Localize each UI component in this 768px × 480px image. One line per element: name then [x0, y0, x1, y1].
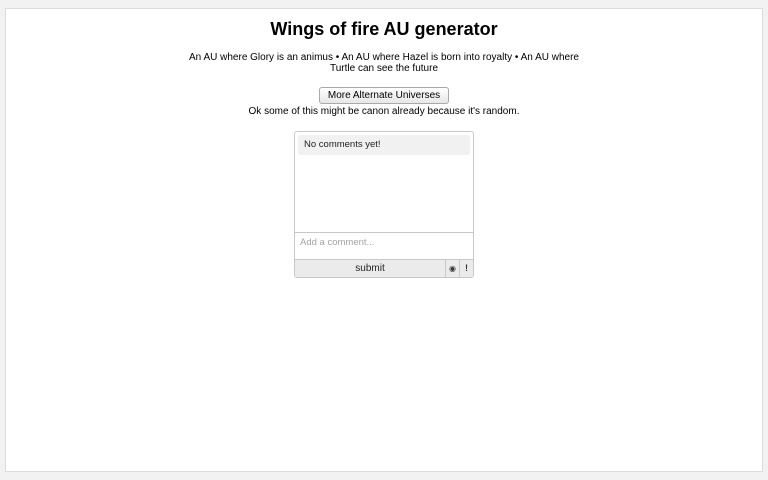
- comments-list: [295, 132, 473, 232]
- comment-box-widget: [294, 131, 474, 278]
- no-comments-banner: No comments yet!: [298, 135, 470, 155]
- gear-icon: ◉: [449, 263, 456, 273]
- page-title: Wings of fire AU generator: [270, 19, 498, 39]
- generate-button-row: [6, 85, 762, 104]
- comment-input[interactable]: [295, 232, 473, 259]
- submit-button[interactable]: submit: [295, 260, 445, 277]
- generated-aus-text: An AU where Glory is an animus • An AU where Hazel is born into royalty • An AU where Turtle can see the future: [189, 52, 579, 74]
- exclamation-icon: !: [465, 263, 468, 273]
- caption-text: Ok some of this might be canon already because it's random.: [248, 106, 520, 117]
- page-panel: [5, 8, 763, 472]
- options-button[interactable]: [445, 260, 459, 277]
- more-alternate-universes-button[interactable]: More Alternate Universes: [319, 87, 449, 104]
- report-button[interactable]: [459, 260, 473, 277]
- comment-submit-bar: [295, 259, 473, 277]
